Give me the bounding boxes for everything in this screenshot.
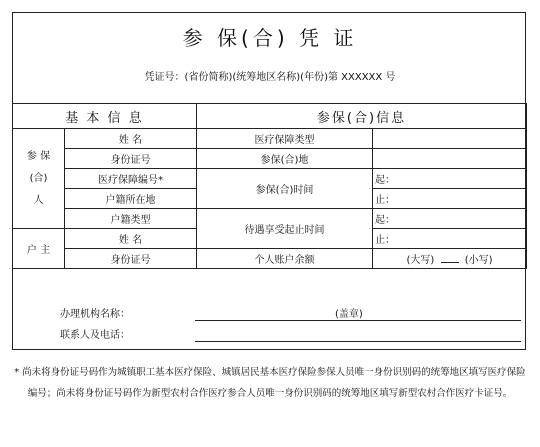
certificate-title: 参 保(合) 凭 证 [182,26,358,50]
hukou-type-label: 户籍类型 [65,209,197,229]
balance-blank [441,262,459,263]
insured-start-label: 起： [373,169,527,189]
householder-group-label: 户 主 [13,229,65,269]
contact-label: 联系人及电话： [60,330,130,341]
table-row [13,149,527,169]
table-row [13,249,527,269]
contact-line [195,341,521,342]
table-row [13,209,527,229]
id-number-label: 身份证号 [65,149,197,169]
basic-info-header: 基 本 信 息 [13,104,197,129]
table-row [13,169,527,189]
table-row [13,129,527,149]
benefit-end-label: 止： [373,229,527,249]
benefit-start-label: 起： [373,209,527,229]
seal-label: (盖章) [335,309,363,320]
insured-place-value [373,149,527,169]
account-balance-label: 个人账户余额 [197,249,373,269]
benefit-period-label: 待遇享受起止时间 [197,209,373,249]
agency-name-line [195,320,521,321]
footnote: * 尚未将身份证号码作为城镇职工基本医疗保险、城镇居民基本医疗保险参保人员唯一身份识别码的统筹地区填写医疗保险编号；尚未将身份证号码作为新型农村合作医疗参合人员唯一身份识别码的统筹地区填写新型农村合作医疗卡证号。 [14,367,526,399]
name-label: 姓 名 [65,129,197,149]
balance-lower-label: (小写) [464,255,493,266]
insured-end-label: 止： [373,189,527,209]
security-type-label: 医疗保障类型 [197,129,373,149]
insured-place-label: 参保(合)地 [197,149,373,169]
info-table [12,103,527,269]
certificate-number-line: 凭证号：(省份简称)(统筹地区名称)(年份)第 XXXXXX 号 [144,72,396,83]
agency-name-label: 办理机构名称： [60,309,130,320]
insured-time-label: 参保(合)时间 [197,169,373,209]
insured-person-group-label: 参 保 (合) 人 [13,129,65,229]
insured-info-header: 参保(合)信息 [197,104,527,129]
balance-upper-label: (大写) [406,255,435,266]
householder-name-label: 姓 名 [65,229,197,249]
account-balance-value [373,249,527,269]
security-type-value [373,129,527,149]
table-header-row [13,104,527,129]
hukou-place-label: 户籍所在地 [65,189,197,209]
medical-security-number-label: 医疗保障编号* [65,169,197,189]
householder-id-label: 身份证号 [65,249,197,269]
